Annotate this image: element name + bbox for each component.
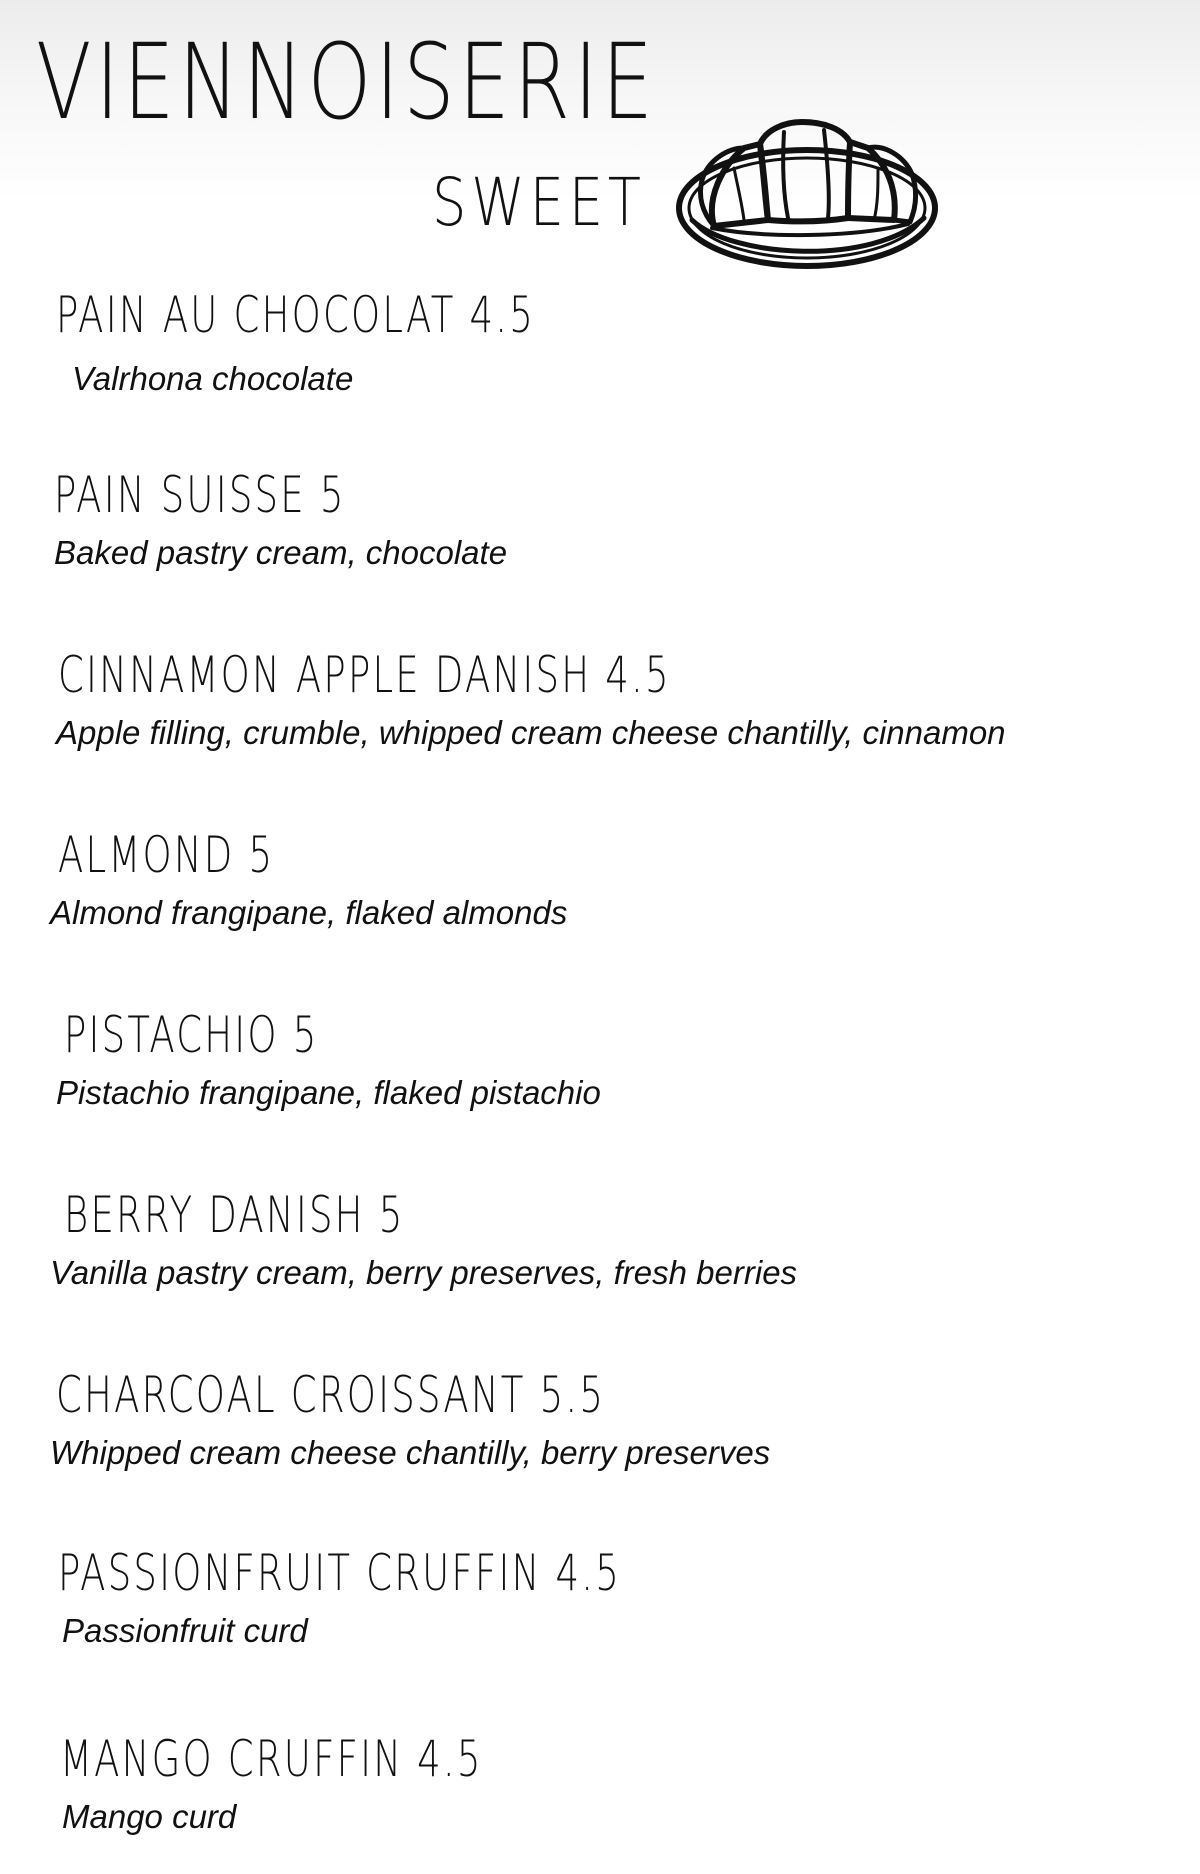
item-description: Baked pastry cream, chocolate (54, 534, 508, 571)
item-description: Mango curd (62, 1798, 237, 1835)
item-name: CHARCOAL CROISSANT 5.5 (56, 1366, 606, 1424)
item-description: Pistachio frangipane, flaked pistachio (56, 1074, 601, 1111)
item-name: PAIN SUISSE 5 (54, 466, 346, 524)
menu-title: VIENNOISERIE (36, 21, 657, 143)
item-name: ALMOND 5 (58, 826, 275, 884)
item-name: CINNAMON APPLE DANISH 4.5 (58, 646, 671, 704)
item-description: Valrhona chocolate (72, 360, 354, 397)
item-name: MANGO CRUFFIN 4.5 (60, 1730, 483, 1788)
item-description: Passionfruit curd (62, 1612, 308, 1649)
item-description: Whipped cream cheese chantilly, berry preserves (50, 1434, 771, 1471)
croissant-on-plate-icon (672, 108, 942, 278)
menu-subtitle: SWEET (432, 164, 646, 241)
item-description: Apple filling, crumble, whipped cream cheese chantilly, cinnamon (56, 714, 1006, 751)
item-name: BERRY DANISH 5 (64, 1186, 405, 1244)
item-description: Vanilla pastry cream, berry preserves, fresh berries (50, 1254, 798, 1291)
item-description: Almond frangipane, flaked almonds (50, 894, 568, 931)
item-name: PASSIONFRUIT CRUFFIN 4.5 (58, 1544, 621, 1602)
item-name: PAIN AU CHOCOLAT 4.5 (56, 286, 536, 344)
item-name: PISTACHIO 5 (64, 1006, 319, 1064)
